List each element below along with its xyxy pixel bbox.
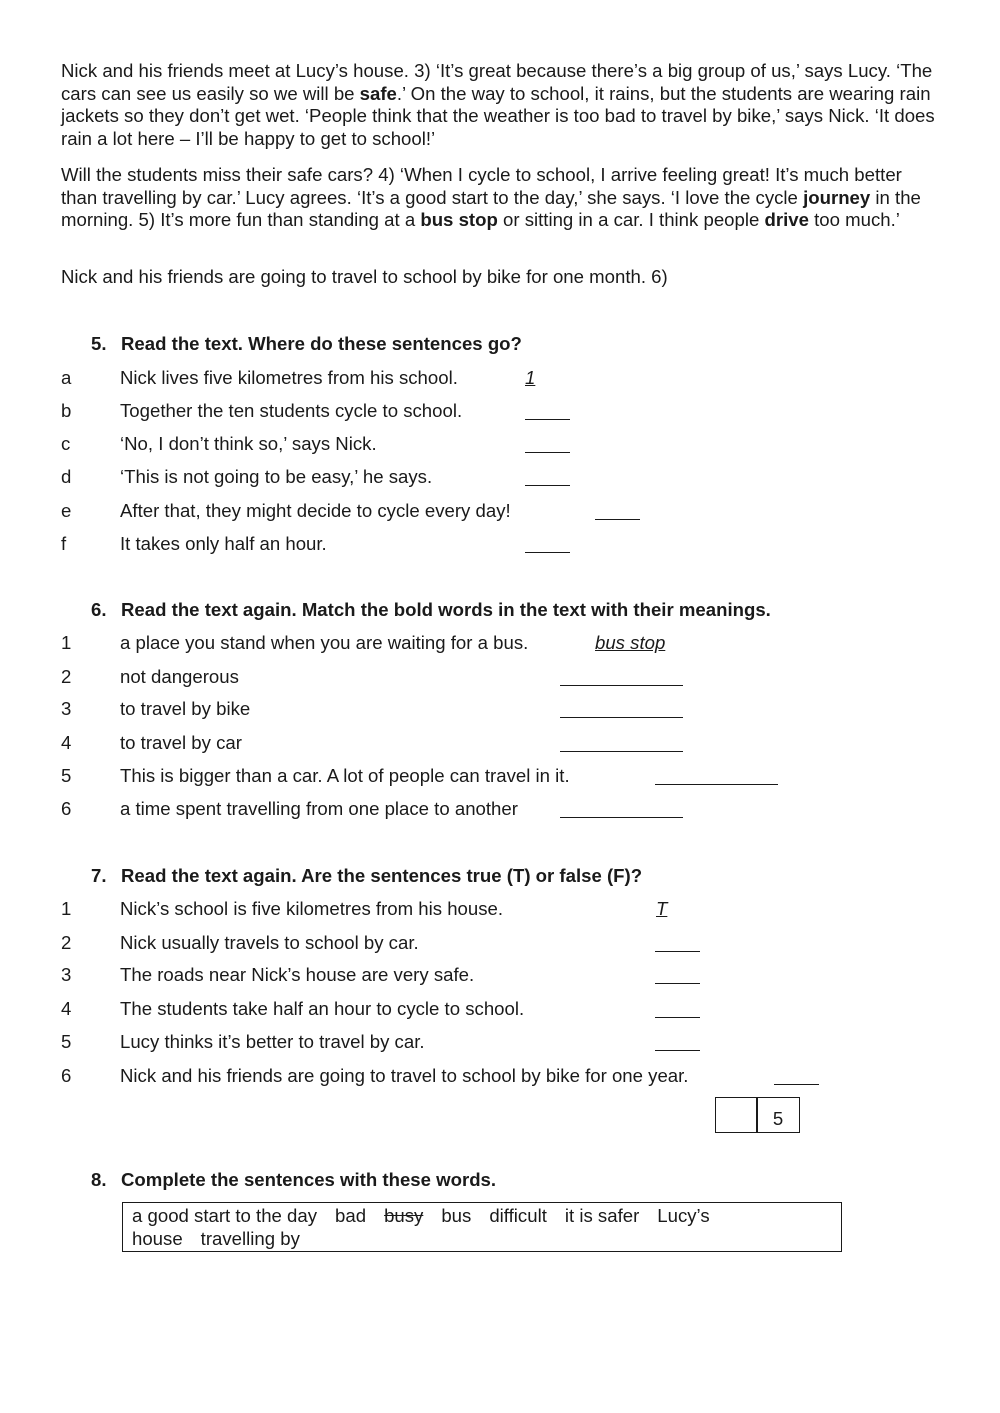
item-label: 2 [61,932,72,953]
word-bank-item-crossed-out: busy [384,1205,424,1226]
item-text: not dangerous [120,666,239,687]
item-text: The students take half an hour to cycle to school. [120,998,525,1019]
passage-paragraph-2 [61,164,941,232]
passage-paragraph-1 [61,60,941,150]
item-text: Lucy thinks it’s better to travel by car. [120,1031,425,1052]
passage-text: Will the students miss their safe cars? 4) ‘When I cycle to school, I arrive feeling great! It’s much better than travelling by car.’ Lucy agrees. ‘It’s a good start to the day,’ she says. ‘I love the cycle [61,164,902,208]
item-label: 3 [61,698,72,719]
answer-blank[interactable] [655,1050,700,1051]
passage-text: or sitting in a car. I think people [497,209,765,231]
answer-blank[interactable] [655,951,700,952]
item-label: 2 [61,666,72,687]
item-text: a place you stand when you are waiting for a bus. [120,632,529,653]
score-input-cell[interactable] [715,1097,757,1133]
answer-blank[interactable] [525,485,570,486]
word-bank-item: Lucy’s house [132,1205,710,1249]
answer-blank[interactable] [525,452,570,453]
item-text: Nick and his friends are going to travel to school by bike for one year. [120,1065,689,1086]
item-label: 1 [61,898,72,919]
item-text: Nick’s school is five kilometres from his house. [120,898,504,919]
item-text: ‘This is not going to be easy,’ he says. [120,466,433,487]
answer-blank[interactable] [774,1084,819,1085]
item-label: d [61,466,72,487]
item-text: Together the ten students cycle to school. [120,400,463,421]
item-text: to travel by bike [120,698,251,719]
exercise-number: 8. [91,1169,107,1190]
item-label: c [61,433,71,454]
score-box [715,1097,799,1133]
answer-blank[interactable] [525,419,570,420]
item-text: Nick lives five kilometres from his school. [120,367,458,388]
exercise-title: Complete the sentences with these words. [121,1169,497,1190]
item-label: e [61,500,72,521]
exercise-number: 5. [91,333,107,354]
item-text: After that, they might decide to cycle every day! [120,500,511,521]
exercise-title: Read the text. Where do these sentences go? [121,333,522,354]
item-text: It takes only half an hour. [120,533,327,554]
exercise-8-heading [91,1169,496,1191]
answer-blank[interactable] [655,784,778,785]
item-label: 5 [61,765,72,786]
word-bank [122,1202,842,1252]
answer-blank[interactable] [655,983,700,984]
answer-blank[interactable] [525,552,570,553]
exercise-6-heading [91,599,771,621]
answer-blank[interactable] [560,751,683,752]
exercise-7-heading [91,865,642,887]
bold-word-drive: drive [764,209,809,231]
answer-blank[interactable] [655,1017,700,1018]
exercise-title: Read the text again. Match the bold words in the text with their meanings. [121,599,771,620]
bold-word-safe: safe [359,82,397,104]
item-label: 6 [61,1065,72,1086]
item-label: b [61,400,72,421]
exercise-number: 6. [91,599,107,620]
item-text: The roads near Nick’s house are very safe. [120,964,475,985]
item-label: 3 [61,964,72,985]
exercise-title: Read the text again. Are the sentences true (T) or false (F)? [121,865,643,886]
answer-blank[interactable] [595,519,640,520]
item-label: 1 [61,632,72,653]
item-text: This is bigger than a car. A lot of people can travel in it. [120,765,570,786]
answer-blank[interactable] [560,817,683,818]
item-text: Nick usually travels to school by car. [120,932,419,953]
bold-word-journey: journey [803,186,871,208]
item-text: ‘No, I don’t think so,’ says Nick. [120,433,377,454]
passage-text: Nick and his friends meet at Lucy’s house. 3) ‘It’s great because there’s a big group of us,’ says Lucy. ‘The cars can see us easily so we will be [61,60,933,104]
item-label: 4 [61,732,72,753]
word-bank-item: difficult [489,1205,547,1226]
bold-word-bus-stop: bus stop [420,209,498,231]
passage-text: in the morning. 5) It’s more fun than standing at a [61,186,921,231]
exercise-number: 7. [91,865,107,886]
word-bank-item: travelling by [200,1228,300,1249]
item-label: a [61,367,72,388]
answer-blank[interactable] [560,717,683,718]
max-score-cell: 5 [757,1097,800,1133]
word-bank-item: a good start to the day [132,1205,318,1226]
example-answer: 1 [525,367,536,388]
item-text: a time spent travelling from one place to another [120,798,518,819]
item-label: 6 [61,798,72,819]
exercise-5-heading [91,333,522,355]
item-label: 4 [61,998,72,1019]
example-answer: T [656,898,668,919]
word-bank-item: it is safer [564,1205,640,1226]
passage-paragraph-3: Nick and his friends are going to travel to school by bike for one month. 6) [61,266,668,287]
item-label: 5 [61,1031,72,1052]
passage-text: too much.’ [808,209,900,231]
item-text: to travel by car [120,732,242,753]
word-bank-item: bus [441,1205,472,1226]
item-label: f [61,533,67,554]
word-bank-item: bad [335,1205,367,1226]
answer-blank[interactable] [560,685,683,686]
passage-text: .’ On the way to school, it rains, but the students are wearing rain jackets so they don’t get wet. ‘People think that the weather is too bad to travel by bike,’ says Nick. ‘It does rain a lot here – I’ll be happy to get to school!’ [61,82,935,149]
example-answer: bus stop [595,632,666,653]
